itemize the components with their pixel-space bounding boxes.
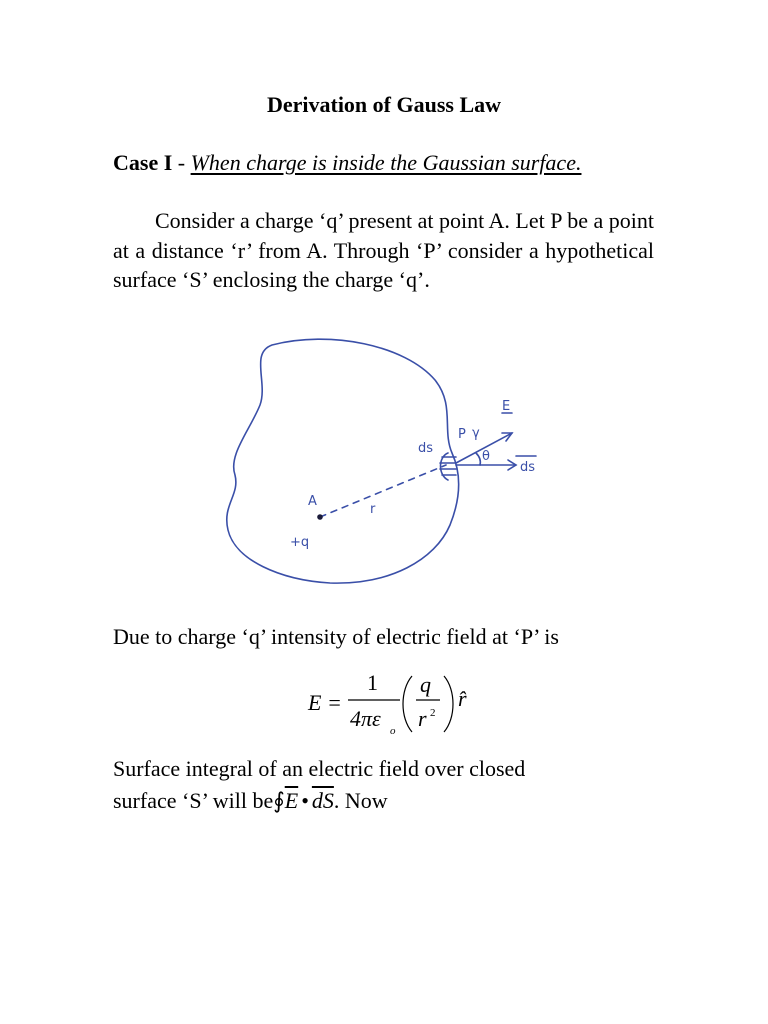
- dot-operator: •: [301, 788, 309, 813]
- label-r: r: [370, 502, 376, 517]
- vector-dS: $\overline{dS}$: [311, 788, 334, 813]
- label-ds-small: ds: [418, 441, 434, 456]
- formula-lhs: E =: [308, 690, 342, 715]
- case-separator: -: [172, 150, 191, 175]
- intro-paragraph: Consider a charge ‘q’ present at point A. Let P be a point at a distance ‘r’ from A. Through ‘P’ consider a hypothetical surface ‘S’ enclosing the charge ‘q’.: [113, 208, 654, 292]
- formula-denominator-sub: o: [390, 725, 396, 737]
- label-theta: θ: [482, 449, 490, 464]
- charge-point: [317, 514, 323, 520]
- integral-line-1: Surface integral of an electric field over closed: [113, 756, 526, 781]
- gaussian-surface-outline: [227, 339, 459, 583]
- radius-line: [320, 465, 446, 517]
- integral-line-2: [113, 788, 388, 814]
- formula-frac-num: q: [420, 672, 431, 697]
- integral-line-2-suffix: . Now: [333, 788, 388, 813]
- integral-line-2-prefix: surface ‘S’ will be: [113, 788, 274, 813]
- case-label: Case I: [113, 150, 173, 175]
- label-E: E: [502, 399, 511, 414]
- label-P: P: [458, 427, 466, 442]
- label-A: A: [308, 494, 317, 509]
- case-heading: [113, 150, 581, 176]
- formula-numerator: 1: [367, 670, 378, 695]
- label-gamma: γ: [472, 426, 480, 441]
- label-dS-vector: ds: [520, 460, 536, 475]
- formula-denominator: 4πε: [350, 706, 381, 731]
- gaussian-surface-figure: [220, 335, 560, 595]
- field-intro-line: Due to charge ‘q’ intensity of electric field at ‘P’ is: [113, 624, 559, 649]
- vector-E: $\overline{E}$: [284, 788, 299, 813]
- label-charge: +q: [290, 535, 310, 550]
- closed-integral-symbol: ∮: [273, 788, 285, 813]
- formula-unit-vector: r̂: [458, 686, 467, 711]
- electric-field-formula: [300, 668, 500, 748]
- theta-arc: [476, 453, 480, 465]
- formula-frac-den: r: [418, 706, 427, 731]
- surface-integral-expression: [273, 788, 334, 813]
- formula-frac-den-sup: 2: [430, 707, 436, 719]
- case-description: When charge is inside the Gaussian surface.: [190, 150, 582, 175]
- document-title: Derivation of Gauss Law: [266, 92, 502, 117]
